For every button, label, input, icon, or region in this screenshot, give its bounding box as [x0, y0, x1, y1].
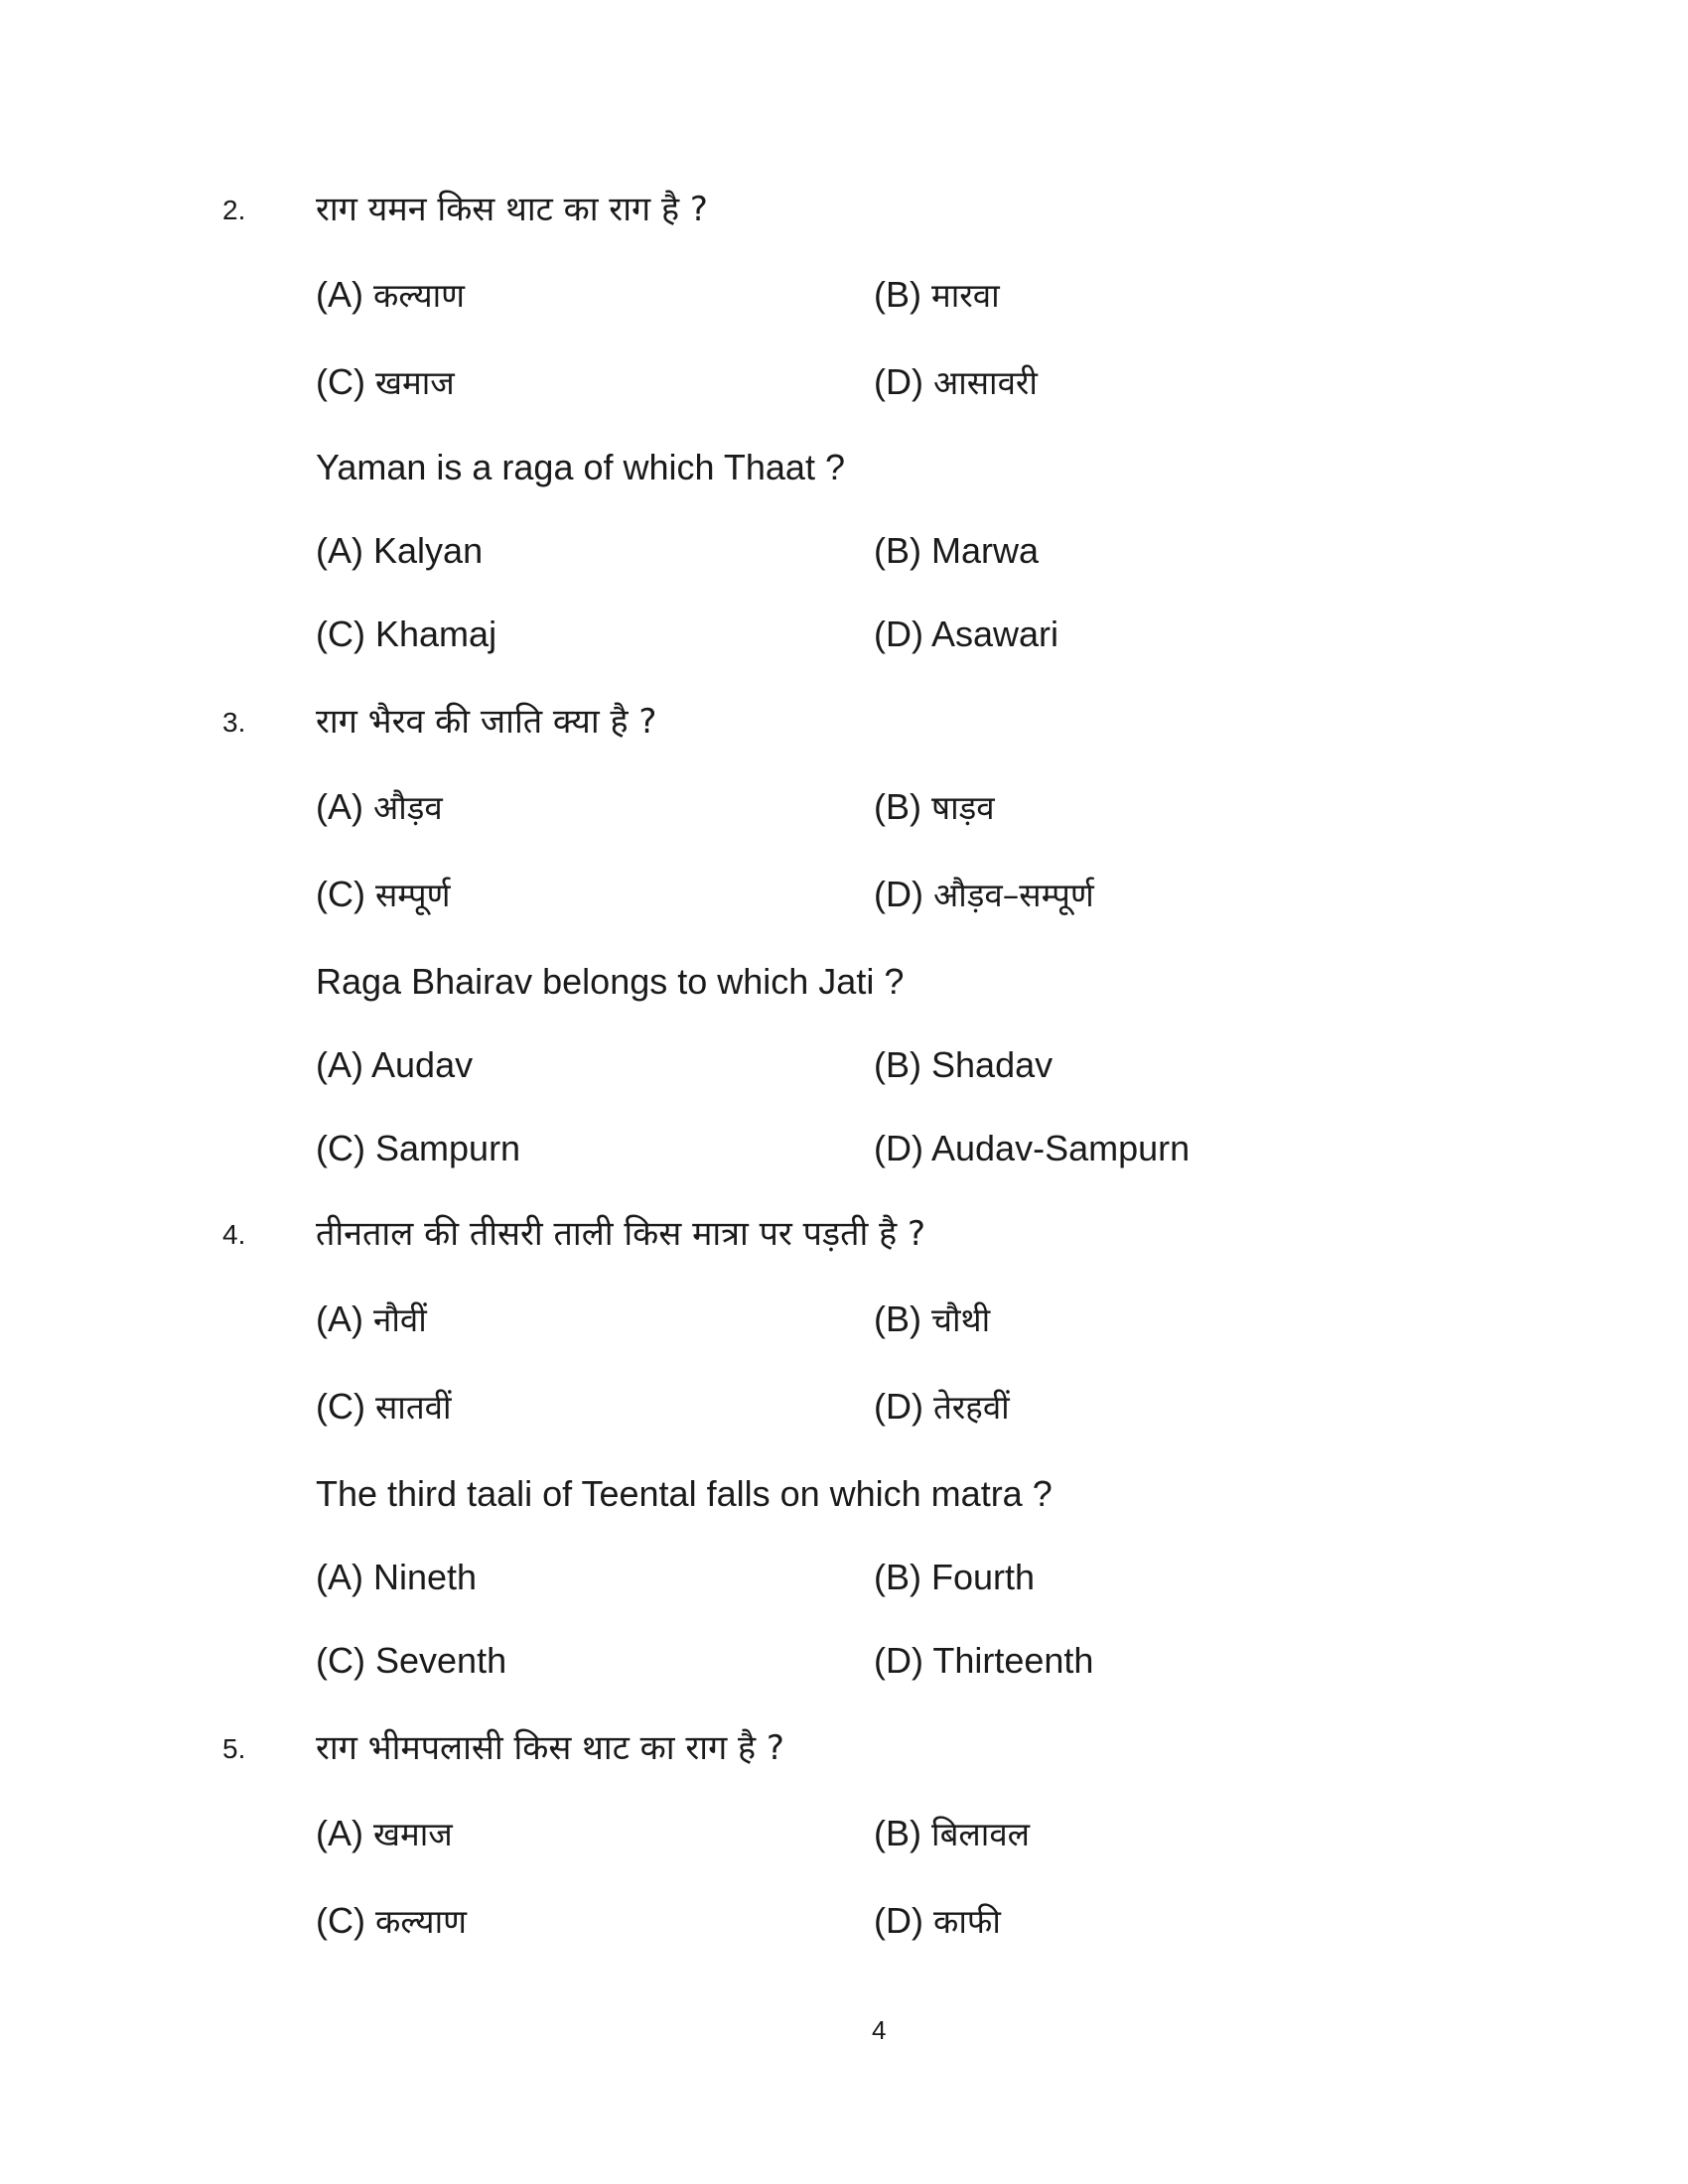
option-text: मारवा: [931, 276, 1000, 315]
option-text: षाड़व: [931, 788, 995, 827]
option-d: [874, 1384, 1010, 1429]
question-number: 4.: [222, 1219, 246, 1250]
option-label: (D): [874, 614, 923, 654]
option-b: [874, 1811, 1030, 1855]
option-c: [316, 359, 455, 404]
option-a: [316, 1811, 453, 1855]
option-text: Thirteenth: [932, 1640, 1094, 1681]
option-label: (B): [874, 786, 921, 827]
option-label: (A): [316, 1557, 363, 1597]
question-text-english: The third taali of Teental falls on which matra ?: [316, 1473, 1053, 1514]
option-text: आसावरी: [933, 363, 1038, 402]
question-number: 3.: [222, 707, 246, 738]
option-text: खमाज: [375, 363, 455, 402]
question-text-english: Yaman is a raga of which Thaat ?: [316, 447, 845, 487]
option-c: [316, 1640, 506, 1682]
option-label: (C): [316, 1900, 365, 1941]
option-d: [874, 1128, 1190, 1169]
option-label: (A): [316, 1298, 363, 1339]
question-text-hindi: राग यमन किस थाट का राग है ?: [316, 190, 708, 229]
option-text: Marwa: [931, 530, 1040, 571]
option-d: [874, 1640, 1093, 1682]
option-text: खमाज: [373, 1815, 453, 1853]
option-text: Seventh: [375, 1640, 507, 1681]
option-c: [316, 1898, 467, 1943]
option-text: नौवीं: [373, 1300, 427, 1339]
option-label: (A): [316, 1813, 363, 1853]
option-label: (C): [316, 1386, 365, 1427]
option-text: बिलावल: [931, 1815, 1031, 1853]
option-d: [874, 1898, 1001, 1943]
option-label: (D): [874, 1128, 923, 1168]
option-text: औड़व: [373, 788, 443, 827]
option-label: (B): [874, 1557, 921, 1597]
option-d: [874, 614, 1058, 655]
question-text-english: Raga Bhairav belongs to which Jati ?: [316, 961, 905, 1002]
option-label: (B): [874, 1813, 921, 1853]
option-text: Kalyan: [373, 530, 484, 571]
option-label: (D): [874, 874, 923, 914]
option-text: औड़व–सम्पूर्ण: [933, 876, 1094, 914]
option-b: [874, 1557, 1035, 1598]
option-text: कल्याण: [373, 276, 465, 315]
option-a: [316, 784, 443, 829]
option-b: [874, 784, 995, 829]
option-a: [316, 1044, 473, 1086]
option-label: (B): [874, 530, 921, 571]
option-b: [874, 272, 1000, 317]
option-a: [316, 1297, 427, 1341]
option-c: [316, 1384, 452, 1429]
option-text: कल्याण: [375, 1902, 467, 1941]
option-label: (C): [316, 1128, 365, 1168]
option-a: [316, 1557, 477, 1598]
option-label: (C): [316, 1640, 365, 1681]
option-text: Audav: [371, 1044, 474, 1085]
option-d: [874, 359, 1038, 404]
option-label: (A): [316, 786, 363, 827]
option-label: (C): [316, 874, 365, 914]
option-label: (C): [316, 614, 365, 654]
option-d: [874, 872, 1094, 916]
option-label: (D): [874, 1386, 923, 1427]
option-label: (D): [874, 361, 923, 402]
option-label: (A): [316, 274, 363, 315]
option-text: Nineth: [373, 1557, 478, 1597]
option-text: Audav-Sampurn: [931, 1128, 1191, 1168]
option-text: Khamaj: [375, 614, 497, 654]
option-text: Sampurn: [375, 1128, 521, 1168]
option-label: (B): [874, 1044, 921, 1085]
question-text-hindi: तीनताल की तीसरी ताली किस मात्रा पर पड़ती है ?: [316, 1214, 926, 1254]
option-c: [316, 614, 496, 655]
option-text: सातवीं: [375, 1388, 452, 1427]
option-label: (A): [316, 530, 363, 571]
option-b: [874, 1044, 1053, 1086]
option-text: सम्पूर्ण: [375, 876, 451, 914]
option-text: Shadav: [931, 1044, 1054, 1085]
question-number: 5.: [222, 1733, 246, 1764]
option-text: तेरहवीं: [933, 1388, 1010, 1427]
page-number: 4: [872, 2015, 887, 2045]
question-number: 2.: [222, 195, 246, 225]
option-text: Asawari: [931, 614, 1059, 654]
option-c: [316, 872, 450, 916]
question-text-hindi: राग भैरव की जाति क्या है ?: [316, 702, 657, 742]
option-label: (B): [874, 1298, 921, 1339]
option-label: (B): [874, 274, 921, 315]
option-a: [316, 530, 483, 572]
option-b: [874, 1297, 990, 1341]
option-label: (A): [316, 1044, 363, 1085]
option-a: [316, 272, 465, 317]
option-c: [316, 1128, 520, 1169]
option-b: [874, 530, 1039, 572]
question-text-hindi: राग भीमपलासी किस थाट का राग है ?: [316, 1728, 784, 1768]
option-label: (D): [874, 1640, 923, 1681]
option-label: (D): [874, 1900, 923, 1941]
option-text: काफी: [933, 1902, 1001, 1941]
option-text: चौथी: [931, 1300, 991, 1339]
option-label: (C): [316, 361, 365, 402]
option-text: Fourth: [931, 1557, 1036, 1597]
